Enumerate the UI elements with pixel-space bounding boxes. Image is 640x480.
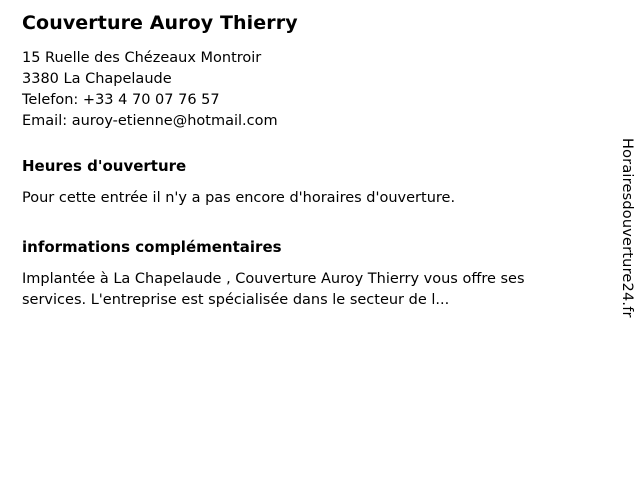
address-line-street: 15 Ruelle des Chézeaux Montroir bbox=[22, 50, 262, 66]
phone-line: Telefon: +33 4 70 07 76 57 bbox=[22, 92, 220, 108]
address-block bbox=[22, 48, 592, 132]
email-line: Email: auroy-etienne@hotmail.com bbox=[22, 113, 278, 129]
site-watermark: Horairesdouverture24.fr bbox=[619, 138, 635, 318]
opening-hours-heading: Heures d'ouverture bbox=[22, 157, 187, 175]
address-line-city: 3380 La Chapelaude bbox=[22, 71, 172, 87]
opening-hours-text: Pour cette entrée il n'y a pas encore d'horaires d'ouverture. bbox=[22, 190, 456, 206]
page-title: Couverture Auroy Thierry bbox=[22, 12, 298, 34]
additional-info-text: Implantée à La Chapelaude , Couverture Auroy Thierry vous offre ses services. L'entreprise est spécialisée dans le secteur de l... bbox=[22, 271, 525, 308]
document-content bbox=[22, 10, 592, 311]
additional-info-heading: informations complémentaires bbox=[22, 238, 282, 256]
